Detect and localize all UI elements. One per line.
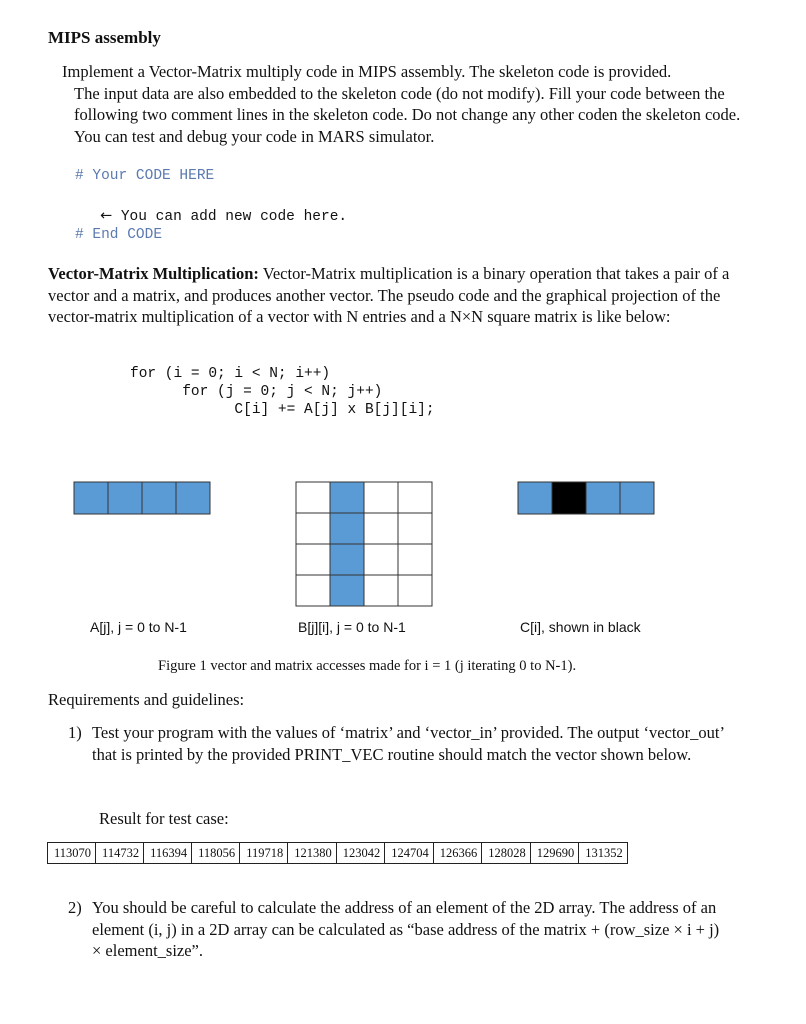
result-cell: 116394 — [144, 843, 192, 864]
vector-a-cell-3 — [176, 482, 210, 514]
matrix-b-cell-highlight — [330, 544, 364, 575]
matrix-b-cell — [398, 544, 432, 575]
matrix-b-cell — [364, 544, 398, 575]
code-line-1: for (i = 0; i < N; i++) — [130, 366, 331, 382]
result-cell: 126366 — [433, 843, 482, 864]
matrix-b-cell — [296, 575, 330, 606]
intro-rest: The input data are also embedded to the skeleton code (do not modify). Fill your code between the following two comment lines in the skeleton code. Do not change any other coden the skeleton code. You can test and debug your code in MARS simulator. — [74, 83, 741, 146]
left-arrow-icon: ← — [100, 208, 113, 224]
vector-c-cell-3 — [620, 482, 654, 514]
pseudo-code — [130, 365, 435, 419]
result-cell: 124704 — [385, 843, 434, 864]
code-line-3: C[i] += A[j] x B[j][i]; — [130, 402, 435, 418]
result-cell: 123042 — [336, 843, 385, 864]
intro-first-line: Implement a Vector-Matrix multiply code in MIPS assembly. The skeleton code is provided. — [62, 62, 672, 81]
matrix-b-cell — [296, 482, 330, 513]
page-title: MIPS assembly — [48, 28, 161, 47]
vector-a-cell-0 — [74, 482, 108, 514]
requirement-item-1 — [68, 722, 728, 765]
result-label: Result for test case: — [99, 809, 229, 828]
vm-paragraph — [48, 263, 763, 328]
end-code-comment: # End CODE — [75, 227, 163, 243]
matrix-b-cell — [398, 482, 432, 513]
matrix-b-cell — [364, 482, 398, 513]
vector-c-cell-1-highlight — [552, 482, 586, 514]
vector-a-cell-2 — [142, 482, 176, 514]
matrix-b-cell — [296, 513, 330, 544]
matrix-b-cell — [364, 575, 398, 606]
result-cell: 129690 — [530, 843, 579, 864]
result-cell: 121380 — [288, 843, 337, 864]
matrix-b-cell — [364, 513, 398, 544]
vector-c-svg — [517, 481, 657, 515]
vector-a-cell-1 — [108, 482, 142, 514]
intro-paragraph — [62, 61, 752, 147]
label-vector-a: A[j], j = 0 to N-1 — [90, 619, 187, 635]
matrix-b-cell — [398, 513, 432, 544]
result-table — [47, 842, 628, 864]
result-cell: 119718 — [240, 843, 288, 864]
result-cell: 118056 — [192, 843, 240, 864]
add-code-note — [100, 208, 347, 225]
matrix-b-cell-highlight — [330, 482, 364, 513]
matrix-b-cell-highlight — [330, 513, 364, 544]
matrix-b-svg — [295, 481, 435, 609]
result-cell: 128028 — [482, 843, 531, 864]
matrix-b-diagram — [295, 481, 435, 609]
matrix-b-cell — [296, 544, 330, 575]
requirement-item-2 — [68, 897, 728, 962]
item-1-number: 1) — [68, 723, 82, 742]
vector-a-svg — [73, 481, 213, 515]
result-cell: 114732 — [96, 843, 144, 864]
table-row — [48, 843, 628, 864]
vector-a-diagram — [73, 481, 213, 515]
label-matrix-b: B[j][i], j = 0 to N-1 — [298, 619, 406, 635]
add-code-text: You can add new code here. — [112, 209, 348, 225]
code-line-2: for (j = 0; j < N; j++) — [130, 384, 383, 400]
item-1-text: Test your program with the values of ‘matrix’ and ‘vector_in’ provided. The output ‘vector_out’ that is printed by the provided PRINT_VEC routine should match the vector shown below. — [92, 723, 724, 764]
item-2-number: 2) — [68, 898, 82, 917]
vector-c-diagram — [517, 481, 657, 515]
figure-caption: Figure 1 vector and matrix accesses made for i = 1 (j iterating 0 to N-1). — [158, 658, 577, 674]
matrix-b-cell — [398, 575, 432, 606]
vector-c-cell-0 — [518, 482, 552, 514]
vm-heading: Vector-Matrix Multiplication: — [48, 264, 259, 283]
matrix-b-cell-highlight — [330, 575, 364, 606]
requirements-heading: Requirements and guidelines: — [48, 690, 245, 709]
item-2-text: You should be careful to calculate the address of an element of the 2D array. The address of an element (i, j) in a 2D array can be calculated as “base address of the matrix + (row_size × i + j) × element_size”. — [92, 898, 720, 960]
label-vector-c: C[i], shown in black — [520, 619, 641, 635]
result-cell: 131352 — [579, 843, 628, 864]
vector-c-cell-2 — [586, 482, 620, 514]
vm-text: Vector-Matrix multiplication is a binary operation that takes a pair of a vector and a matrix, and produces another vector. The pseudo code and the graphical projection of the vector-matrix multiplication of a vector with N entries and a N×N square matrix is like below: — [48, 264, 730, 326]
result-cell: 113070 — [48, 843, 96, 864]
your-code-comment: # Your CODE HERE — [75, 168, 215, 184]
